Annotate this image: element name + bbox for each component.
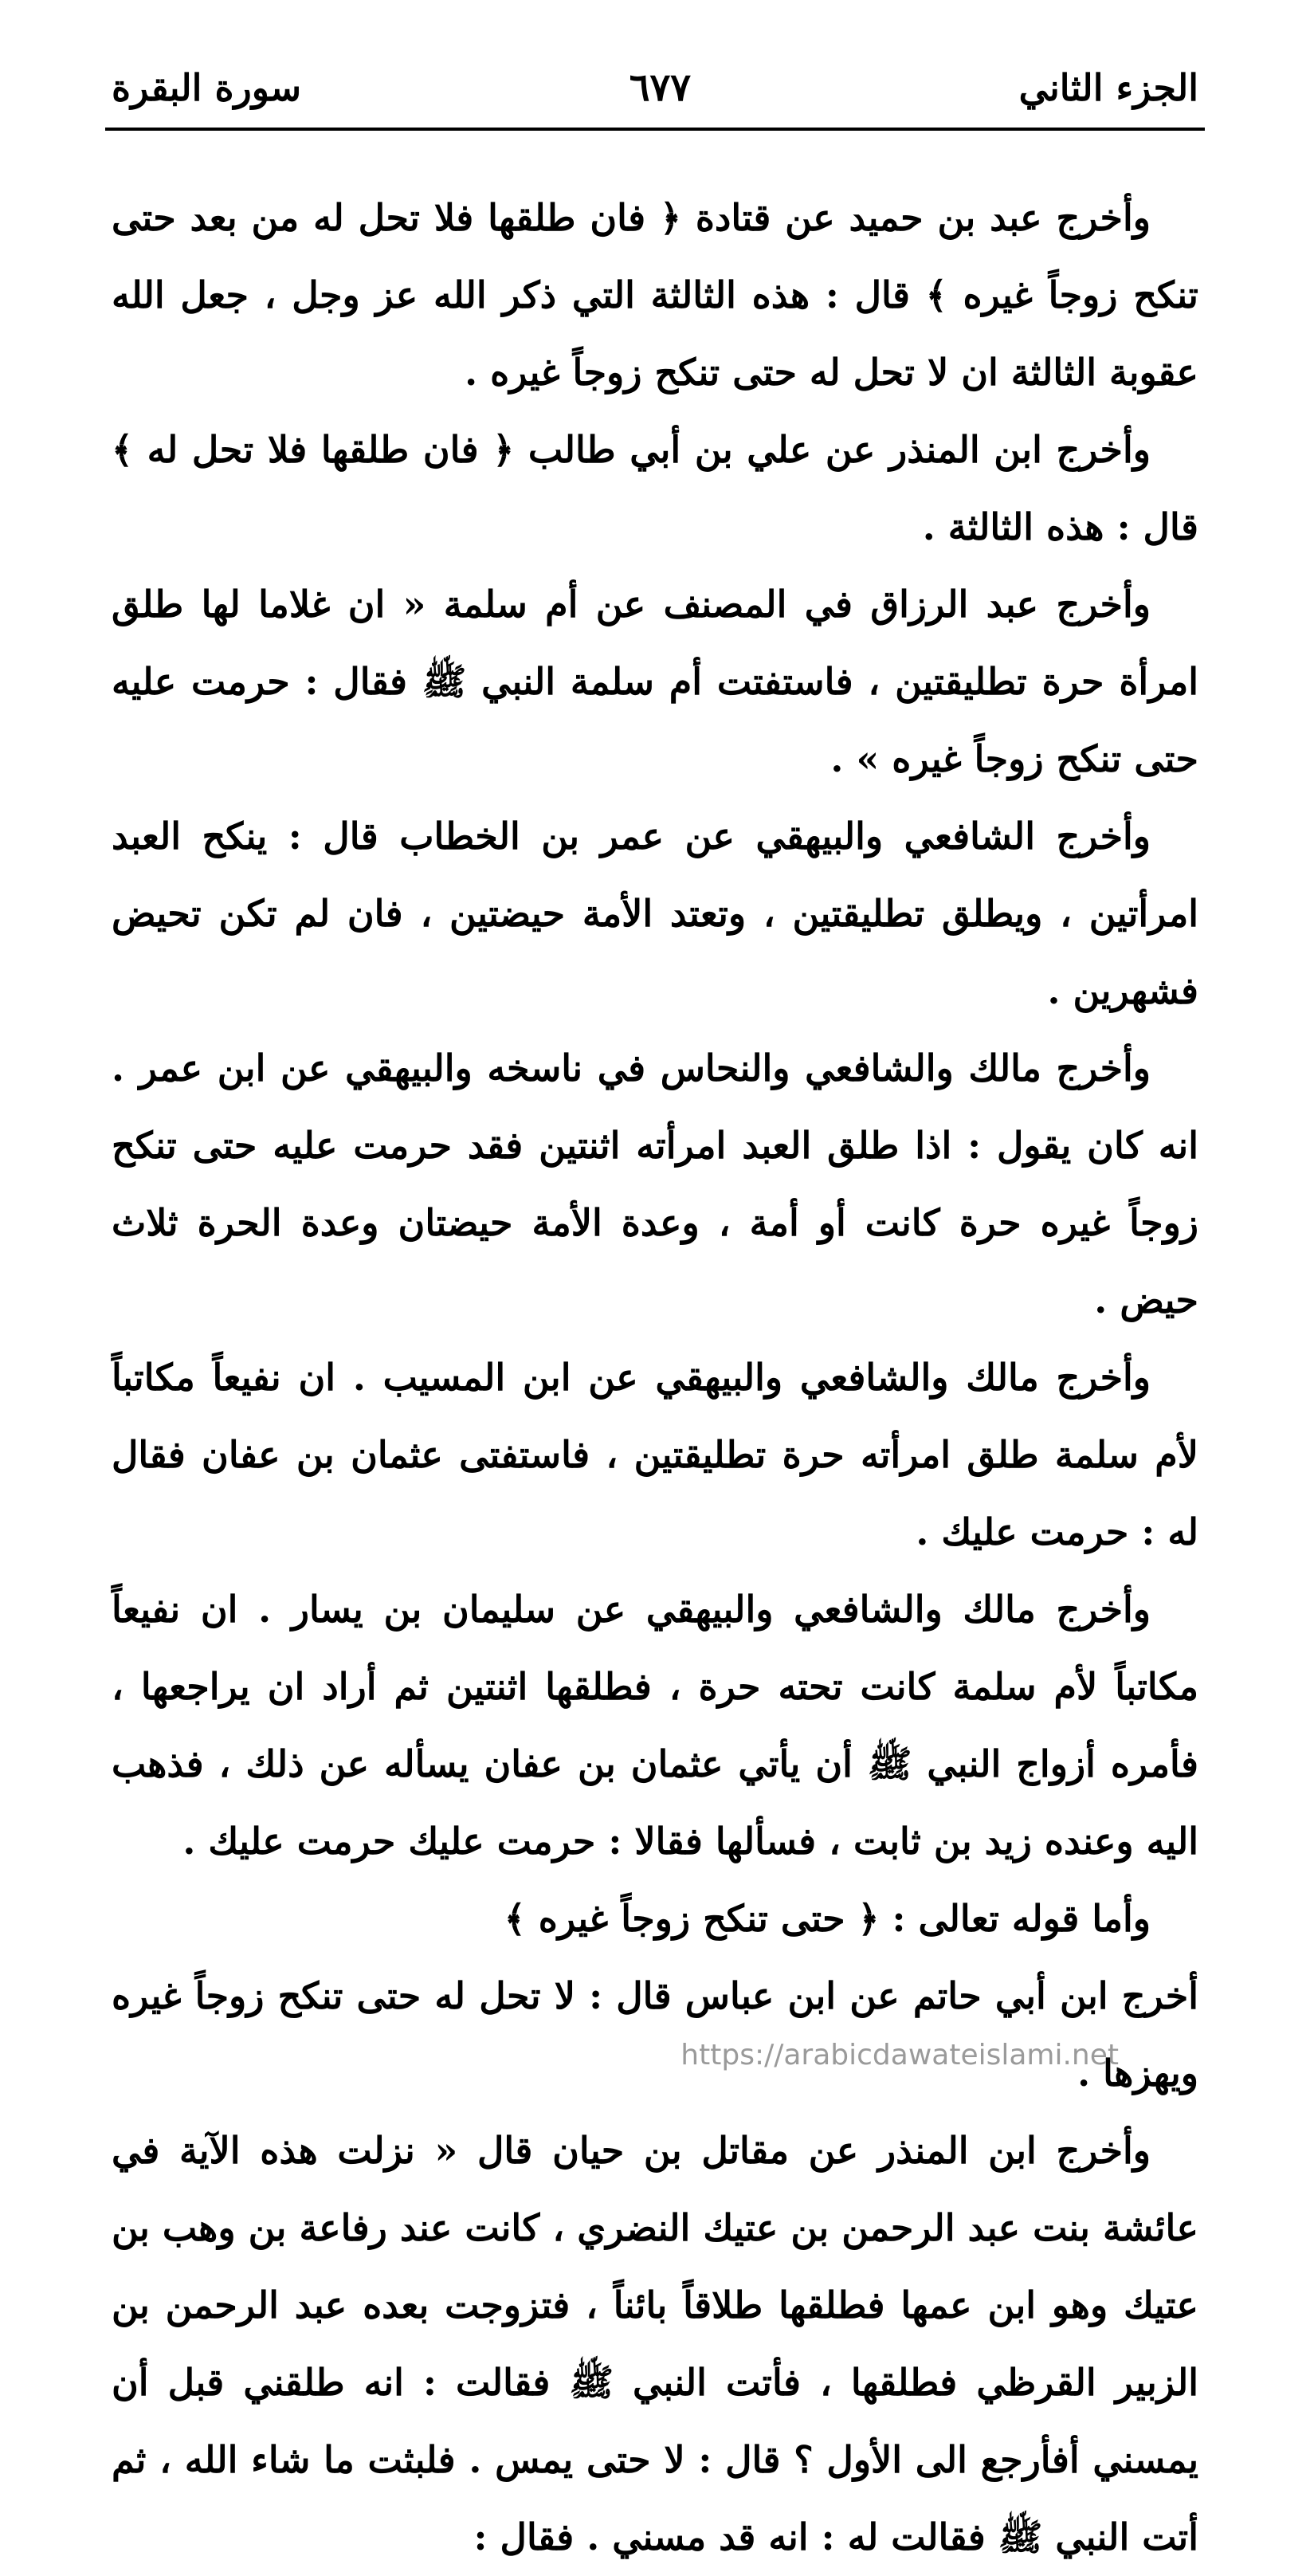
paragraph: أخرج ابن أبي حاتم عن ابن عباس قال : لا تحل له حتى تنكح زوجاً غيره ويهزها . [112, 1974, 1198, 2095]
paragraph: وأخرج عبد بن حميد عن قتادة ﴿ فان طلقها فلا تحل له من بعد حتى تنكح زوجاً غيره ﴾ قال : هذه الثالثة التي ذكر الله عز وجل ، جعل الله عقوبة الثالثة ان لا تحل له حتى تنكح زوجاً غيره . [112, 196, 1198, 394]
page-number: ٦٧٧ [629, 65, 692, 110]
paragraph: وأخرج ابن المنذر عن علي بن أبي طالب ﴿ فان طلقها فلا تحل له ﴾ قال : هذه الثالثة . [112, 428, 1198, 548]
page-header [112, 49, 1198, 125]
watermark-url: https://arabicdawateislami.net [680, 2039, 1119, 2071]
header-part-label: الجزء الثاني [1018, 65, 1198, 109]
header-rule [105, 128, 1205, 131]
paragraph: وأخرج مالك والشافعي والنحاس في ناسخه والبيهقي عن ابن عمر . انه كان يقول : اذا طلق العبد امرأته اثنتين فقد حرمت عليه حتى تنكح زوجاً غيره حرة كانت أو أمة ، وعدة الأمة حيضتان وعدة الحرة ثلاث حيض . [112, 1046, 1198, 1321]
paragraph: وأخرج مالك والشافعي والبيهقي عن ابن المسيب . ان نفيعاً مكاتباً لأم سلمة طلق امرأته حرة تطليقتين ، فاستفتى عثمان بن عفان فقال له : حرمت عليك . [112, 1356, 1198, 1553]
paragraph: وأخرج الشافعي والبيهقي عن عمر بن الخطاب قال : ينكح العبد امرأتين ، ويطلق تطليقتين ، وتعتد الأمة حيضتين ، فان لم تكن تحيض فشهرين . [112, 815, 1198, 1012]
text-body [112, 179, 1198, 2576]
paragraph: وأخرج ابن المنذر عن مقاتل بن حيان قال « نزلت هذه الآية في عائشة بنت عبد الرحمن بن عتيك النضري ، كانت عند رفاعة بن وهب بن عتيك وهو ابن عمها فطلقها طلاقاً بائناً ، فتزوجت بعده عبد الرحمن بن الزبير القرظي فطلقها ، فأتت النبي ﷺ فقالت : انه طلقني قبل أن يمسني أفأرجع الى الأول ؟ قال : لا حتى يمس . فلبثت ما شاء الله ، ثم أتت النبي ﷺ فقالت له : انه قد مسني . فقال : [112, 2129, 1198, 2558]
paragraph: وأخرج عبد الرزاق في المصنف عن أم سلمة « ان غلاما لها طلق امرأة حرة تطليقتين ، فاستفتت أم سلمة النبي ﷺ فقال : حرمت عليه حتى تنكح زوجاً غيره » . [112, 583, 1198, 780]
header-surah-label: سورة البقرة [112, 65, 302, 109]
paragraph: وأخرج مالك والشافعي والبيهقي عن سليمان بن يسار . ان نفيعاً مكاتباً لأم سلمة كانت تحته حرة ، فطلقها اثنتين ثم أراد ان يراجعها ، فأمره أزواج النبي ﷺ أن يأتي عثمان بن عفان يسأله عن ذلك ، فذهب اليه وعنده زيد بن ثابت ، فسألها فقالا : حرمت عليك حرمت عليك . [112, 1588, 1198, 1863]
paragraph: وأما قوله تعالى : ﴿ حتى تنكح زوجاً غيره ﴾ [504, 1897, 1151, 1940]
